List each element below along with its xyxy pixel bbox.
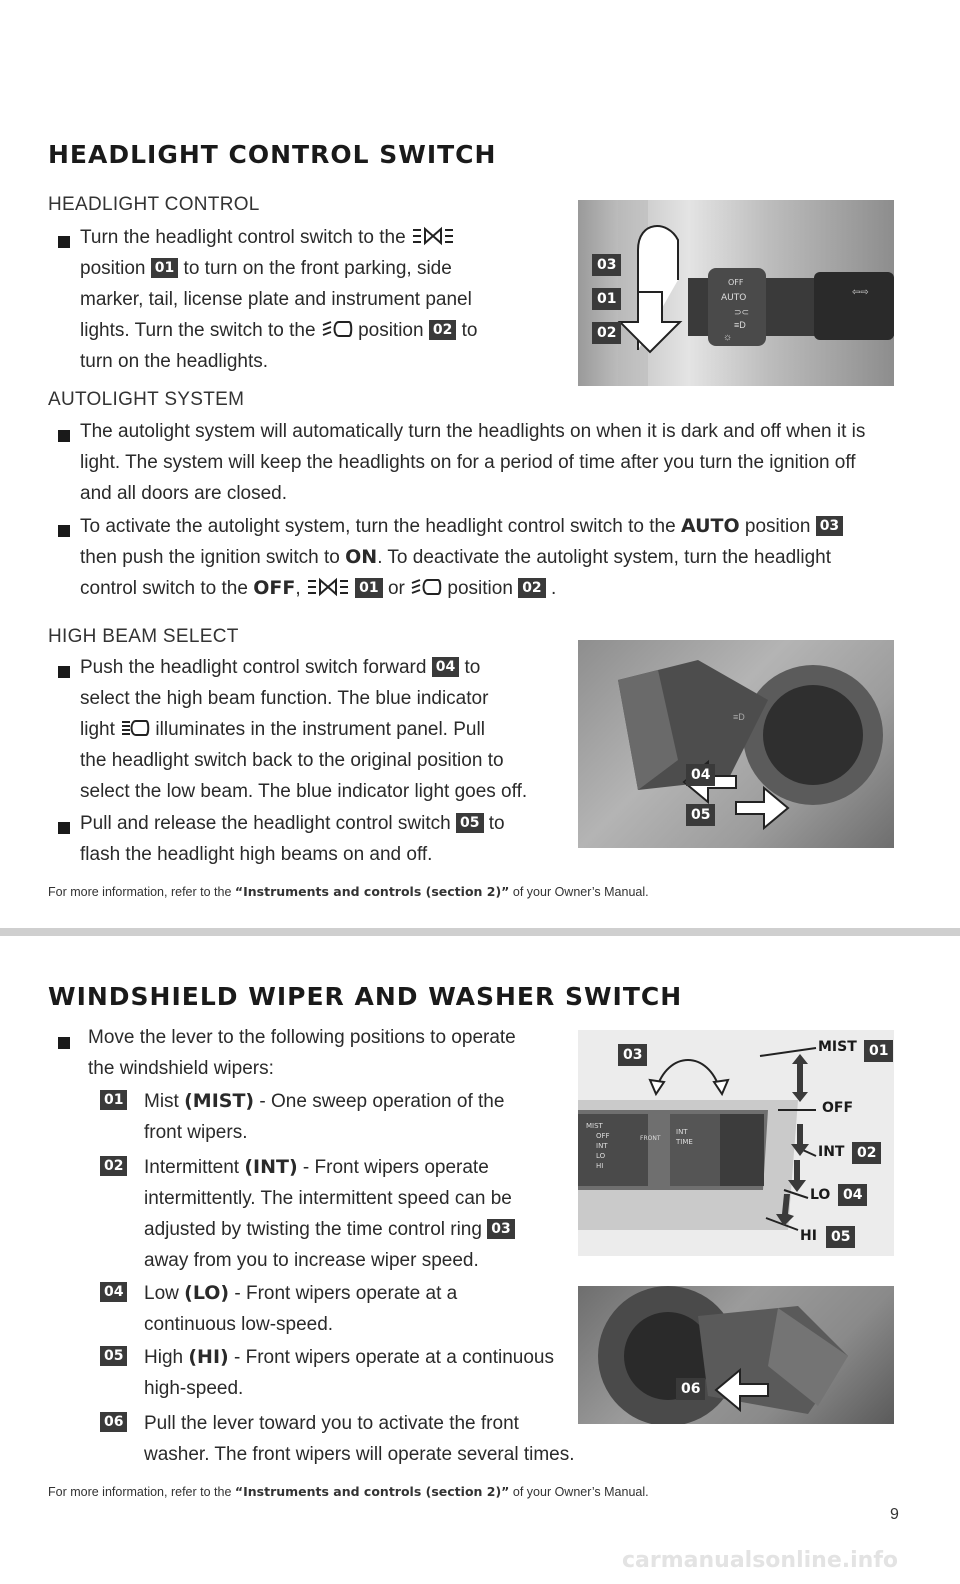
bullet-marker [58,430,70,442]
parking-lights-icon [306,577,350,597]
paragraph-wiper-intro: Move the lever to the following positions to operate the windshield wipers: [88,1027,516,1079]
svg-text:⇦⇨: ⇦⇨ [852,287,869,298]
int-label: INT [818,1144,845,1160]
wiper-item-low: 04 Low (LO) - Front wipers operate at a continuous low-speed. [100,1278,570,1340]
position-label-03: 03 [618,1044,647,1066]
bullet-marker [58,525,70,537]
bullet-marker [58,1037,70,1049]
section-title-wiper: WINDSHIELD WIPER AND WASHER SWITCH [48,982,683,1011]
stalk-int-label: INT [596,1142,608,1150]
bullet-marker [58,236,70,248]
mist-label: MIST [818,1039,857,1055]
subheading-headlight-control: HEADLIGHT CONTROL [48,194,260,215]
reference-note: For more information, refer to the “Instruments and controls (section 2)” of your Owner’s Manual. [48,1484,649,1499]
section-divider [0,928,960,936]
paragraph-high-beam: Push the headlight control switch forward 04 to select the high beam function. The blue indicator light illuminates in the instrument panel. Pull the headlight switch back to the original position to select the low beam. The blue indicator light goes off. [80,657,528,802]
position-label-05: 05 [686,804,715,826]
headlight-low-beam-icon [321,319,353,339]
wiper-item-high: 05 High (HI) - Front wipers operate at a continuous high-speed. [100,1342,570,1404]
position-label-04: 04 [686,764,715,786]
stalk-off-label: OFF [728,278,744,287]
headlight-stalk-photo [578,200,894,386]
lo-label: LO [810,1187,831,1203]
position-badge: 05 [456,813,483,833]
position-badge: 05 [100,1346,127,1366]
position-badge: 02 [429,320,456,340]
position-label-06: 06 [676,1378,705,1400]
page-number: 9 [890,1506,899,1523]
svg-text:≡D: ≡D [734,320,746,330]
position-badge: 01 [151,258,178,278]
bullet-marker [58,822,70,834]
position-badge: 02 [518,578,545,598]
position-label-04: 04 [838,1184,867,1206]
paragraph-flash-high-beams: Pull and release the headlight control switch 05 to flash the headlight high beams on and off. [80,813,505,865]
svg-text:⊃⊂: ⊃⊂ [734,307,750,317]
position-label-03: 03 [592,254,621,276]
position-label-02: 02 [852,1142,881,1164]
bullet-marker [58,666,70,678]
wiper-stalk-diagram [578,1030,894,1256]
section-title-headlight: HEADLIGHT CONTROL SWITCH [48,140,497,169]
off-label: OFF [822,1100,854,1116]
position-label-05: 05 [826,1226,855,1248]
stalk-time-label: TIME [676,1138,693,1146]
position-badge: 03 [487,1219,514,1239]
washer-stalk-photo [578,1286,894,1424]
position-badge: 01 [100,1090,127,1110]
subheading-autolight-system: AUTOLIGHT SYSTEM [48,389,245,410]
stalk-front-label: FRONT [640,1135,661,1142]
stalk-auto-label: AUTO [721,293,747,303]
parking-lights-icon [411,226,455,246]
position-badge: 06 [100,1412,127,1432]
headlight-low-beam-icon [410,577,442,597]
paragraph-autolight-description: The autolight system will automatically turn the headlights on when it is dark and off when it is light. The system will keep the headlights on for a period of time after you turn the ignition off and all doors are closed. [80,421,866,504]
subheading-high-beam-select: HIGH BEAM SELECT [48,626,239,647]
paragraph-headlight-position: Turn the headlight control switch to the position 01 to turn on the front parking, side marker, tail, license plate and instrument panel lights. Turn the switch to the position 02 to turn on the headlights. [80,227,478,372]
svg-text:≡D: ≡D [733,712,745,722]
position-label-02: 02 [592,322,621,344]
position-badge: 02 [100,1156,127,1176]
position-label-01: 01 [592,288,621,310]
position-badge: 01 [355,578,382,598]
stalk-off-label: OFF [596,1132,610,1140]
wiper-item-intermittent: 02 Intermittent (INT) - Front wipers operate intermittently. The intermittent speed can be adjusted by twisting the time control ring 03 away from you to increase wiper speed. [100,1152,570,1276]
stalk-lo-label: LO [596,1152,606,1160]
stalk-hi-label: HI [596,1162,604,1170]
reference-note: For more information, refer to the “Instruments and controls (section 2)” of your Owner’s Manual. [48,884,649,899]
position-badge: 04 [432,657,459,677]
position-badge: 03 [816,516,843,536]
stalk-int2-label: INT [676,1128,688,1136]
watermark: carmanualsonline.info [622,1548,898,1573]
hi-label: HI [800,1228,817,1244]
high-beam-indicator-icon [120,718,150,738]
position-badge: 04 [100,1282,127,1302]
position-label-01: 01 [864,1040,893,1062]
wiper-item-mist: 01 Mist (MIST) - One sweep operation of the front wipers. [100,1086,570,1148]
paragraph-autolight-activate: To activate the autolight system, turn the headlight control switch to the AUTO position 03 then push the ignition switch to ON. To deactivate the autolight system, turn the headlight control switch to the OFF, 01 or position 02 . [80,511,910,604]
high-beam-stalk-photo [578,640,894,848]
svg-text:☼: ☼ [723,332,733,343]
stalk-mist-label: MIST [586,1122,603,1130]
wiper-item-washer: 06 Pull the lever toward you to activate the front washer. The front wipers will operate several times. [100,1408,600,1470]
